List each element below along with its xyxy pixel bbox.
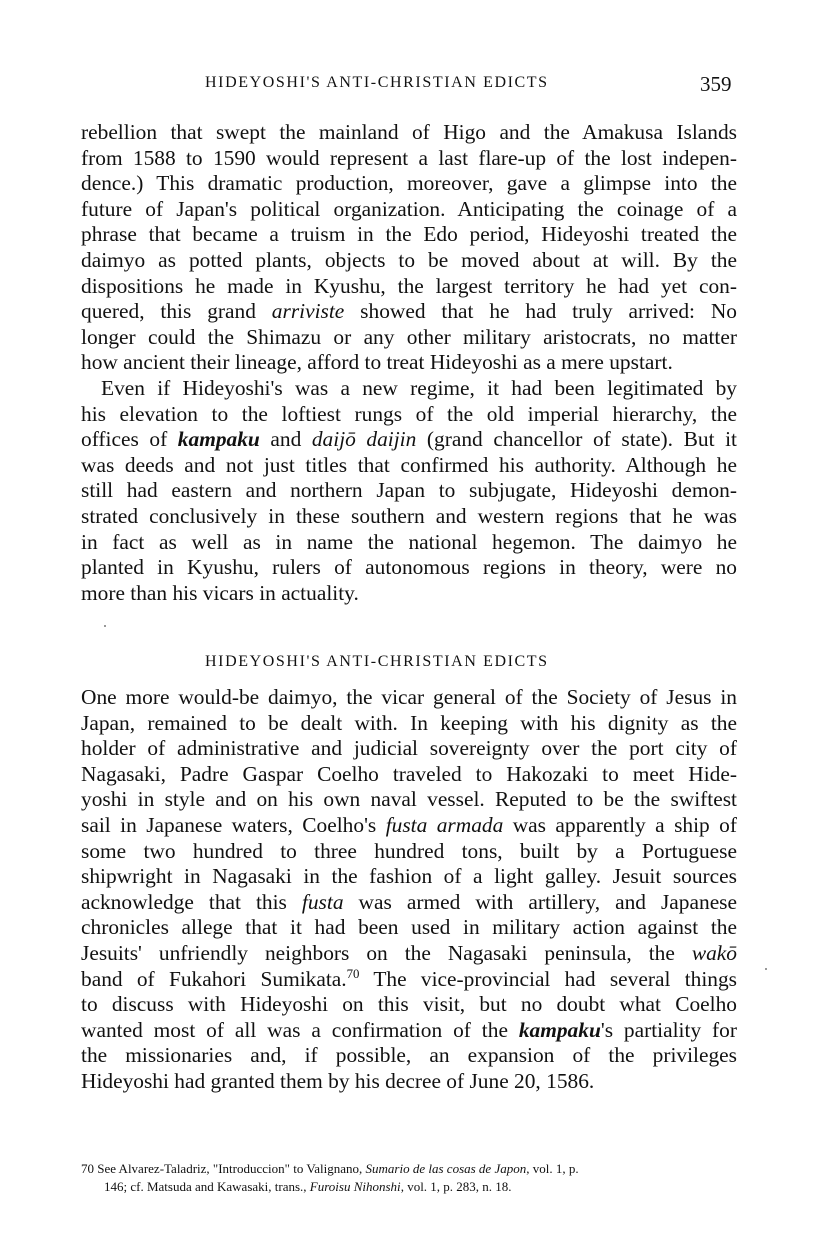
text-run: strated conclusively in these southern and western regions that he was <box>81 503 737 528</box>
text-line <box>81 581 737 607</box>
text-line <box>81 299 737 325</box>
text-run: , vol. 1, p. <box>526 1161 579 1176</box>
text-line <box>81 787 737 813</box>
text-run: the missionaries and, if possible, an expansion of the privileges <box>81 1043 737 1068</box>
text-run: dence.) This dramatic production, moreover, gave a glimpse into the <box>81 171 737 196</box>
text-line <box>81 350 737 376</box>
text-run: Jesuits' unfriendly neighbors on the Nagasaki peninsula, the <box>81 940 692 965</box>
body-text-top <box>81 120 737 606</box>
text-line <box>81 864 737 890</box>
text-line <box>81 839 737 865</box>
text-run: fusta armada <box>385 812 504 837</box>
text-run: holder of administrative and judicial sovereignty over the port city of <box>81 736 737 761</box>
text-line <box>81 197 737 223</box>
text-line <box>81 967 737 993</box>
text-line <box>81 530 737 556</box>
text-run: in fact as well as in name the national hegemon. The daimyo he <box>81 529 737 554</box>
text-line <box>81 171 737 197</box>
text-run: his elevation to the loftiest rungs of the old imperial hierarchy, the <box>81 401 737 426</box>
text-run: sail in Japanese waters, Coelho's <box>81 812 386 837</box>
text-line <box>81 222 737 248</box>
text-run: (grand chancellor of state). But it <box>416 427 737 452</box>
text-line <box>81 248 737 274</box>
text-line <box>81 813 737 839</box>
text-run: rebellion that swept the mainland of Higo and the Amakusa Islands <box>81 120 737 144</box>
text-run: how ancient their lineage, afford to treat Hideyoshi as a mere upstart. <box>81 350 673 375</box>
text-run: arriviste <box>271 299 345 324</box>
text-run: 146; cf. Matsuda and Kawasaki, trans., <box>104 1179 310 1194</box>
text-run: was deeds and not just titles that confirmed his authority. Although he <box>81 452 737 477</box>
text-line <box>81 478 737 504</box>
text-run: future of Japan's political organization. Anticipating the coinage of a <box>81 196 737 221</box>
text-run: was armed with artillery, and Japanese <box>343 889 738 914</box>
text-run: Sumario de las cosas de Japon <box>365 1161 527 1176</box>
text-run: Nagasaki, Padre Gaspar Coelho traveled to Hakozaki to meet Hide- <box>81 761 737 786</box>
text-run: acknowledge that this <box>81 889 302 914</box>
text-line <box>81 1069 737 1095</box>
text-run: 70 See Alvarez-Taladriz, "Introduccion" to Valignano, <box>81 1161 366 1176</box>
text-run: daijō daijin <box>311 427 417 452</box>
text-run: phrase that became a truism in the Edo period, Hideyoshi treated the <box>81 222 737 247</box>
text-run: from 1588 to 1590 would represent a last flare-up of the lost indepen- <box>81 145 737 170</box>
text-run: Even if Hideyoshi's was a new regime, it had been legitimated by <box>101 375 737 400</box>
text-run: longer could the Shimazu or any other military aristocrats, no matter <box>81 324 737 349</box>
text-run: Japan, remained to be dealt with. In keeping with his dignity as the <box>81 710 737 735</box>
text-run: The vice-provincial had several things <box>359 966 737 991</box>
text-run: wanted most of all was a confirmation of the <box>81 1017 519 1042</box>
paragraph <box>81 685 737 1095</box>
text-line <box>81 504 737 530</box>
text-run: to discuss with Hideyoshi on this visit, but no doubt what Coelho <box>81 992 737 1017</box>
text-line <box>81 762 737 788</box>
text-line <box>81 736 737 762</box>
text-run: , vol. 1, p. 283, n. 18. <box>400 1179 512 1194</box>
text-line <box>81 992 737 1018</box>
text-run: still had eastern and northern Japan to subjugate, Hideyoshi demon- <box>81 478 737 503</box>
footnote <box>81 1160 741 1196</box>
text-run: quered, this grand <box>81 299 272 324</box>
text-run: planted in Kyushu, rulers of autonomous regions in theory, were no <box>81 555 737 580</box>
text-line <box>81 890 737 916</box>
text-run: offices of <box>81 427 178 452</box>
text-run: One more would-be daimyo, the vicar general of the Society of Jesus in <box>81 685 737 709</box>
text-run: was apparently a ship of <box>503 812 737 837</box>
text-run: Hideyoshi had granted them by his decree of June 20, 1586. <box>81 1068 595 1093</box>
footnote-ref: 70 <box>346 966 360 981</box>
text-line <box>81 941 737 967</box>
text-run: shipwright in Nagasaki in the fashion of a light galley. Jesuit sources <box>81 864 737 889</box>
text-line <box>81 711 737 737</box>
text-run: yoshi in style and on his own naval vessel. Reputed to be the swiftest <box>81 787 737 812</box>
text-run: and <box>259 427 312 452</box>
text-line <box>81 1018 737 1044</box>
text-line <box>81 1160 741 1178</box>
text-run: kampaku <box>518 1017 601 1042</box>
text-line <box>81 146 737 172</box>
body-text-section <box>81 685 737 1095</box>
text-run: wakō <box>691 940 737 965</box>
text-run: band of Fukahori Sumikata. <box>81 966 347 991</box>
paragraph <box>81 376 737 606</box>
page-number: 359 <box>700 72 732 96</box>
section-heading: HIDEYOSHI'S ANTI-CHRISTIAN EDICTS <box>205 653 549 670</box>
text-run: fusta <box>301 889 344 914</box>
text-line <box>81 555 737 581</box>
text-line <box>81 120 737 146</box>
speck-mark <box>765 968 767 970</box>
text-run: some two hundred to three hundred tons, built by a Portuguese <box>81 838 737 863</box>
running-head: HIDEYOSHI'S ANTI-CHRISTIAN EDICTS <box>205 74 549 91</box>
text-run: showed that he had truly arrived: No <box>344 299 737 324</box>
text-line <box>81 427 737 453</box>
text-line <box>81 402 737 428</box>
text-line <box>81 1178 741 1196</box>
paragraph <box>81 120 737 376</box>
text-run: dispositions he made in Kyushu, the largest territory he had yet con- <box>81 273 737 298</box>
text-run: more than his vicars in actuality. <box>81 580 359 605</box>
text-line <box>81 274 737 300</box>
text-line <box>81 1043 737 1069</box>
speck-mark <box>104 625 106 627</box>
text-run: 's partiality for <box>600 1017 737 1042</box>
text-line <box>81 376 737 402</box>
text-run: Furoisu Nihonshi <box>309 1179 401 1194</box>
text-line <box>81 685 737 711</box>
text-run: kampaku <box>177 427 260 452</box>
text-run: daimyo as potted plants, objects to be moved about at will. By the <box>81 247 737 272</box>
text-line <box>81 325 737 351</box>
text-line <box>81 915 737 941</box>
text-run: chronicles allege that it had been used in military action against the <box>81 915 737 940</box>
text-line <box>81 453 737 479</box>
